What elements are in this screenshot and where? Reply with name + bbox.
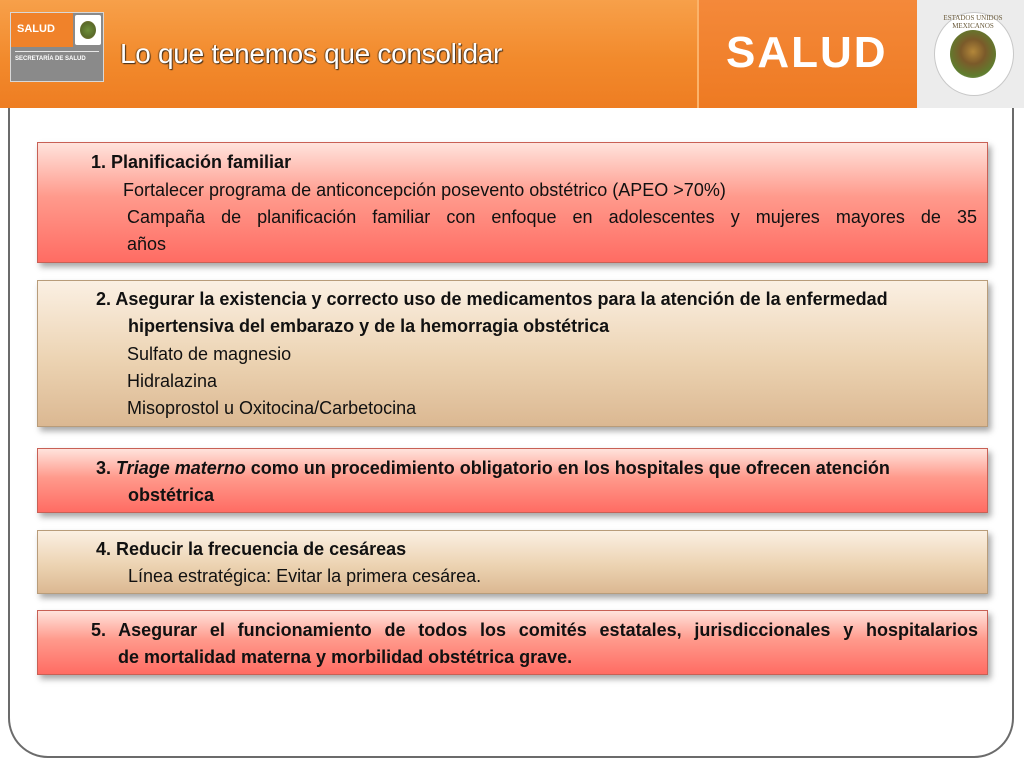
seal-text: ESTADOS UNIDOS MEXICANOS (943, 14, 1003, 30)
item-box-2 (37, 280, 988, 427)
item-box-3 (37, 448, 988, 513)
item-3-heading-cont: obstétrica (128, 485, 215, 505)
item-1-line-2: Campaña de planificación familiar con enfoque en adolescentes y mujeres mayores de 35 (127, 207, 977, 227)
item-box-4 (37, 530, 988, 594)
item-box-1 (37, 142, 988, 263)
item-3-rest: como un procedimiento obligatorio en los hospitales que ofrecen atención (245, 458, 890, 478)
item-2-line-3: Misoprostol u Oxitocina/Carbetocina (127, 398, 417, 418)
page-title: Lo que tenemos que consolidar (120, 38, 503, 69)
item-4-line-1: Línea estratégica: Evitar la primera cesárea. (128, 566, 482, 586)
item-3-number: 3. (96, 458, 117, 478)
item-2-heading-cont: hipertensiva del embarazo y de la hemorragia obstétrica (128, 316, 610, 336)
item-3-heading (96, 455, 890, 482)
eagle-emblem-icon (75, 15, 101, 45)
secretaria-salud-logo (10, 12, 104, 82)
item-5-heading-cont: de mortalidad materna y morbilidad obstétrica grave. (118, 647, 573, 667)
logo-subtitle: SECRETARÍA DE SALUD (15, 56, 86, 62)
item-2-heading: 2. Asegurar la existencia y correcto uso de medicamentos para la atención de la enfermedad (96, 289, 888, 309)
item-box-5 (37, 610, 988, 675)
item-2-line-2: Hidralazina (127, 371, 218, 391)
item-4-heading: 4. Reducir la frecuencia de cesáreas (96, 539, 407, 559)
item-3-italic: Triage materno (116, 458, 246, 478)
item-1-line-3: años (127, 234, 167, 254)
item-1-heading: 1. Planificación familiar (91, 152, 292, 172)
salud-brand: SALUD (726, 28, 888, 77)
item-5-heading: 5. Asegurar el funcionamiento de todos los comités estatales, jurisdiccionales y hospitalarios (91, 620, 978, 640)
logo-salud-text: SALUD (17, 23, 55, 35)
item-1-line-1: Fortalecer programa de anticoncepción posevento obstétrico (APEO >70%) (123, 180, 726, 200)
seal-eagle-icon (950, 30, 996, 78)
item-2-line-1: Sulfato de magnesio (127, 344, 292, 364)
